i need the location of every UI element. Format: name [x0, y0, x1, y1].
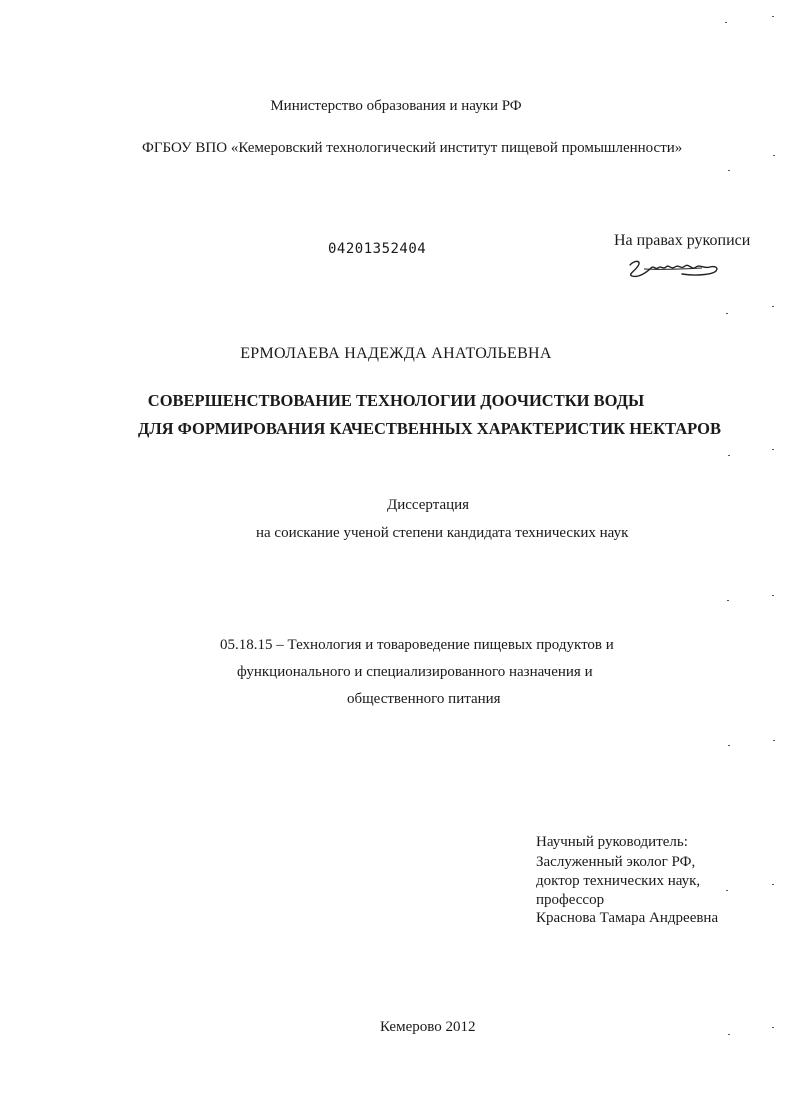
- specialty-line-3: общественного питания: [347, 691, 501, 707]
- scan-speck: [728, 745, 730, 746]
- scan-speck: [772, 884, 774, 885]
- scan-speck: [728, 1034, 730, 1035]
- supervisor-name: Краснова Тамара Андреевна: [536, 910, 719, 926]
- scan-speck: [773, 740, 775, 741]
- scan-speck: [728, 455, 730, 456]
- specialty-line-2: функционального и специализированного назначения и: [237, 664, 593, 680]
- scan-speck: [772, 306, 774, 307]
- document-number: 04201352404: [328, 241, 427, 257]
- scan-speck: [772, 449, 774, 450]
- place-year: Кемерово 2012: [380, 1019, 476, 1035]
- scan-speck: [772, 595, 774, 596]
- specialty-line-1: 05.18.15 – Технология и товароведение пищевых продуктов и: [220, 637, 614, 653]
- dissertation-title-line-2: ДЛЯ ФОРМИРОВАНИЯ КАЧЕСТВЕННЫХ ХАРАКТЕРИСТИК НЕКТАРОВ: [138, 419, 721, 438]
- supervisor-label: Научный руководитель:: [536, 834, 688, 850]
- scan-speck: [726, 313, 728, 314]
- scan-speck: [725, 22, 727, 23]
- ministry-line: Министерство образования и науки РФ: [270, 98, 522, 114]
- manuscript-rights: На правах рукописи: [614, 232, 751, 249]
- supervisor-title-3: профессор: [536, 892, 605, 908]
- degree-line: на соискание ученой степени кандидата технических наук: [256, 525, 629, 541]
- institute-line: ФГБОУ ВПО «Кемеровский технологический институт пищевой промышленности»: [142, 140, 683, 156]
- scan-speck: [726, 890, 728, 891]
- supervisor-title-1: Заслуженный эколог РФ,: [536, 854, 696, 870]
- supervisor-title-2: доктор технических наук,: [536, 873, 701, 889]
- scan-speck: [772, 1027, 774, 1028]
- scan-speck: [773, 155, 775, 156]
- author-name: ЕРМОЛАЕВА НАДЕЖДА АНАТОЛЬЕВНА: [240, 345, 552, 362]
- signature-image: [624, 256, 724, 282]
- scan-speck: [727, 600, 729, 601]
- scan-speck: [728, 170, 730, 171]
- dissertation-title-line-1: СОВЕРШЕНСТВОВАНИЕ ТЕХНОЛОГИИ ДООЧИСТКИ ВОДЫ: [147, 391, 645, 410]
- scan-speck: [772, 16, 774, 17]
- document-type: Диссертация: [387, 497, 470, 513]
